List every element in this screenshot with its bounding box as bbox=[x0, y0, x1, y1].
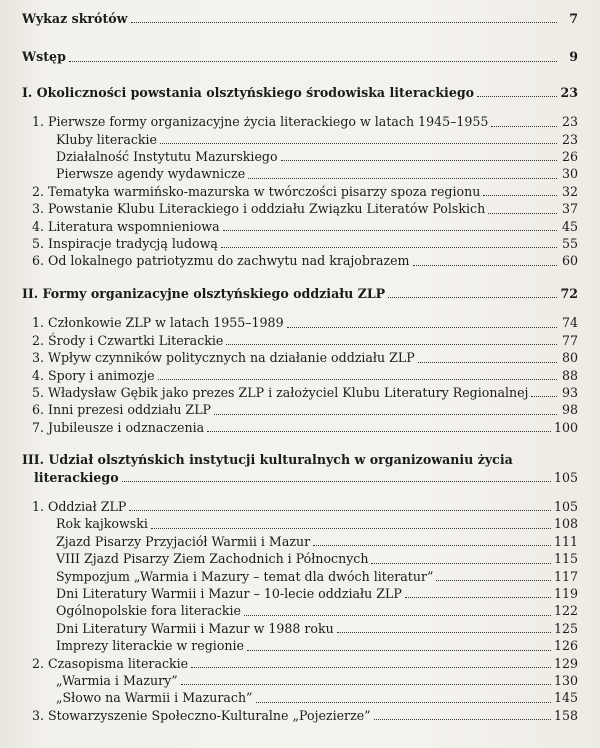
leader-dots bbox=[160, 142, 557, 144]
leader-dots bbox=[214, 413, 557, 415]
chapter-page: 105 bbox=[553, 469, 578, 485]
toc-item-title: 1. Pierwsze formy organizacyjne życia literackiego w latach 1945–1955 bbox=[32, 114, 489, 130]
toc-item-title: 3. Powstanie Klubu Literackiego i oddziału Związku Literatów Polskich bbox=[32, 201, 486, 217]
toc-item-page: 93 bbox=[561, 384, 578, 400]
toc-item bbox=[22, 533, 578, 550]
leader-dots bbox=[226, 343, 557, 345]
toc-item-title: 3. Wpływ czynników politycznych na działanie oddziału ZLP bbox=[32, 350, 415, 366]
leader-dots bbox=[488, 212, 557, 214]
toc-entry-title: Wykaz skrótów bbox=[22, 11, 128, 26]
toc-item-page: 129 bbox=[553, 655, 578, 671]
toc-item bbox=[22, 235, 578, 252]
toc-item bbox=[22, 568, 578, 585]
chapter-heading-2 bbox=[22, 285, 578, 302]
toc-item-title: Rok kajkowski bbox=[56, 516, 148, 532]
leader-dots bbox=[405, 596, 551, 598]
toc-item bbox=[22, 620, 578, 637]
toc-item-page: 88 bbox=[561, 367, 578, 383]
chapter-3-items bbox=[22, 498, 578, 724]
toc-item-page: 60 bbox=[561, 253, 578, 269]
toc-item-page: 30 bbox=[561, 166, 578, 182]
toc-item bbox=[22, 637, 578, 654]
toc-item-page: 130 bbox=[553, 673, 578, 688]
toc-item-title: „Słowo na Warmii i Mazurach” bbox=[56, 690, 253, 706]
toc-item bbox=[22, 165, 578, 182]
toc-item bbox=[22, 367, 578, 384]
toc-item bbox=[22, 148, 578, 165]
toc-item bbox=[22, 113, 578, 130]
leader-dots bbox=[491, 125, 557, 127]
leader-dots bbox=[337, 631, 551, 633]
leader-dots bbox=[287, 326, 557, 328]
toc-item-page: 115 bbox=[553, 551, 578, 567]
chapter-1-items bbox=[22, 113, 578, 270]
toc-item-page: 26 bbox=[561, 149, 578, 165]
leader-dots bbox=[374, 718, 551, 720]
toc-item-page: 98 bbox=[561, 402, 578, 418]
toc-item bbox=[22, 218, 578, 235]
leader-dots bbox=[151, 527, 551, 529]
toc-item-title: Zjazd Pisarzy Przyjaciół Warmii i Mazur bbox=[56, 533, 311, 549]
toc-item-page: 119 bbox=[553, 585, 578, 601]
chapter-2-items bbox=[22, 314, 578, 436]
leader-dots bbox=[371, 562, 550, 564]
toc-item-title: 1. Członkowie ZLP w latach 1955–1989 bbox=[32, 315, 284, 331]
toc-item bbox=[22, 672, 578, 689]
toc-item bbox=[22, 602, 578, 619]
toc-item-title: 7. Jubileusze i odznaczenia bbox=[32, 419, 205, 435]
chapter-title: II. Formy organizacyjne olsztyńskiego oddziału ZLP bbox=[22, 285, 386, 301]
toc-item bbox=[22, 314, 578, 331]
toc-item bbox=[22, 419, 578, 436]
leader-dots bbox=[131, 21, 557, 23]
toc-item bbox=[22, 183, 578, 200]
toc-item bbox=[22, 384, 578, 401]
toc-entry-title: Wstęp bbox=[22, 49, 66, 65]
leader-dots bbox=[122, 480, 551, 482]
chapter-title: I. Okoliczności powstania olsztyńskiego środowiska literackiego bbox=[22, 84, 475, 100]
leader-dots bbox=[244, 614, 551, 616]
toc-item-title: 2. Środy i Czwartki Literackie bbox=[32, 332, 224, 348]
toc-item-title: 2. Czasopisma literackie bbox=[32, 655, 189, 671]
leader-dots bbox=[436, 579, 551, 581]
toc-item-page: 23 bbox=[561, 131, 578, 147]
leader-dots bbox=[313, 544, 551, 546]
toc-item-title: „Warmia i Mazury” bbox=[56, 673, 178, 688]
toc-item-title: 2. Tematyka warmińsko-mazurska w twórczości pisarzy spoza regionu bbox=[32, 183, 481, 199]
toc-item-title: Sympozjum „Warmia i Mazury – temat dla dwóch literatur” bbox=[56, 568, 434, 584]
toc-item bbox=[22, 252, 578, 269]
chapter-heading-3 bbox=[22, 451, 578, 486]
toc-item-page: 55 bbox=[561, 236, 578, 252]
toc-item-title: 4. Literatura wspomnieniowa bbox=[32, 218, 220, 234]
leader-dots bbox=[221, 246, 557, 248]
toc-item bbox=[22, 707, 578, 724]
toc-item-page: 145 bbox=[553, 690, 578, 706]
toc-item-title: Działalność Instytutu Mazurskiego bbox=[56, 149, 278, 165]
toc-item-page: 126 bbox=[553, 638, 578, 654]
toc-item-title: 3. Stowarzyszenie Społeczno-Kulturalne „Pojezierze” bbox=[32, 707, 371, 723]
leader-dots bbox=[207, 430, 551, 432]
toc-item-page: 117 bbox=[553, 568, 578, 584]
leader-dots bbox=[388, 296, 557, 298]
leader-dots bbox=[248, 177, 557, 179]
leader-dots bbox=[483, 194, 557, 196]
toc-item-page: 32 bbox=[561, 183, 578, 199]
toc-entry-page: 9 bbox=[569, 49, 578, 65]
toc-item bbox=[22, 131, 578, 148]
chapter-page: 72 bbox=[560, 285, 578, 301]
toc-item-page: 122 bbox=[553, 603, 578, 619]
leader-dots bbox=[256, 701, 551, 703]
toc-item bbox=[22, 349, 578, 366]
table-of-contents bbox=[22, 10, 578, 724]
leader-dots bbox=[181, 683, 551, 685]
leader-dots bbox=[69, 60, 557, 62]
leader-dots bbox=[531, 395, 557, 397]
leader-dots bbox=[418, 361, 557, 363]
toc-item-title: 6. Od lokalnego patriotyzmu do zachwytu nad krajobrazem bbox=[32, 253, 410, 269]
leader-dots bbox=[281, 159, 557, 161]
toc-item bbox=[22, 332, 578, 349]
leader-dots bbox=[413, 264, 558, 266]
leader-dots bbox=[247, 649, 551, 651]
toc-item bbox=[22, 401, 578, 418]
toc-item-page: 23 bbox=[561, 114, 578, 130]
toc-item-page: 77 bbox=[561, 332, 578, 348]
leader-dots bbox=[158, 378, 557, 380]
toc-item bbox=[22, 515, 578, 532]
chapter-title-line2-row bbox=[22, 469, 578, 486]
toc-item bbox=[22, 689, 578, 706]
toc-entry-abbreviations bbox=[22, 10, 578, 27]
toc-item-page: 108 bbox=[553, 516, 578, 532]
toc-item-page: 74 bbox=[561, 315, 578, 331]
toc-item bbox=[22, 200, 578, 217]
chapter-title-line2: literackiego bbox=[34, 469, 119, 485]
toc-entry-page: 7 bbox=[569, 11, 578, 26]
toc-item-title: 1. Oddział ZLP bbox=[32, 498, 127, 514]
leader-dots bbox=[129, 509, 551, 511]
toc-item-page: 111 bbox=[553, 533, 578, 549]
toc-item-page: 45 bbox=[561, 218, 578, 234]
toc-item-page: 125 bbox=[553, 620, 578, 636]
toc-item-title: Dni Literatury Warmii i Mazur w 1988 roku bbox=[56, 620, 334, 636]
toc-item bbox=[22, 550, 578, 567]
toc-item-page: 105 bbox=[553, 498, 578, 514]
toc-item-title: 6. Inni prezesi oddziału ZLP bbox=[32, 402, 212, 418]
toc-entry-introduction bbox=[22, 48, 578, 65]
toc-item-page: 100 bbox=[553, 419, 578, 435]
toc-item-title: 5. Władysław Gębik jako prezes ZLP i założyciel Klubu Literatury Regionalnej bbox=[32, 384, 529, 400]
toc-item-title: Kluby literackie bbox=[56, 131, 157, 147]
toc-item bbox=[22, 655, 578, 672]
toc-item-title: Pierwsze agendy wydawnicze bbox=[56, 166, 246, 182]
chapter-page: 23 bbox=[560, 84, 578, 100]
toc-item-page: 158 bbox=[553, 707, 578, 723]
toc-item-title: Ogólnopolskie fora literackie bbox=[56, 603, 241, 619]
toc-item-title: Imprezy literackie w regionie bbox=[56, 638, 244, 654]
toc-item bbox=[22, 585, 578, 602]
toc-item-page: 37 bbox=[561, 201, 578, 217]
toc-item-title: VIII Zjazd Pisarzy Ziem Zachodnich i Północnych bbox=[56, 551, 369, 567]
toc-item-title: Dni Literatury Warmii i Mazur – 10-lecie oddziału ZLP bbox=[56, 585, 402, 601]
toc-item-title: 4. Spory i animozje bbox=[32, 367, 155, 383]
toc-item bbox=[22, 498, 578, 515]
chapter-title-line1: III. Udział olsztyńskich instytucji kulturalnych w organizowaniu życia bbox=[22, 452, 513, 468]
chapter-heading-1 bbox=[22, 84, 578, 101]
toc-item-page: 80 bbox=[561, 350, 578, 366]
leader-dots bbox=[477, 95, 557, 97]
leader-dots bbox=[191, 666, 551, 668]
toc-item-title: 5. Inspiracje tradycją ludową bbox=[32, 236, 218, 252]
leader-dots bbox=[223, 229, 557, 231]
